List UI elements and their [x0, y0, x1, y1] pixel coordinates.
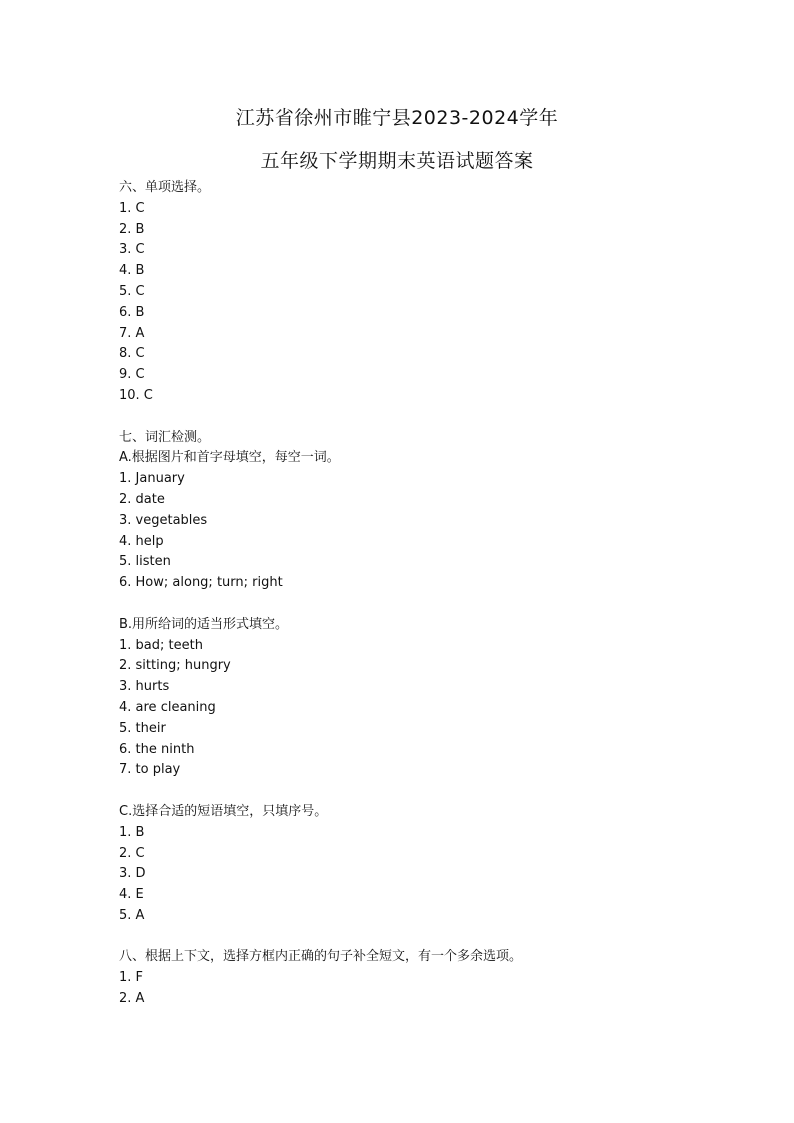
spacer: [119, 594, 679, 615]
spacer: [119, 927, 679, 948]
document-title-line-1: 江苏省徐州市睢宁县2023-2024学年: [235, 107, 559, 129]
answer-line: 4. E: [119, 887, 144, 903]
answer-line: 2. sitting; hungry: [119, 658, 231, 674]
answer-line: 5. their: [119, 720, 166, 736]
answer-line: 6. How; along; turn; right: [119, 575, 283, 591]
answer-line: 2. A: [119, 991, 145, 1007]
answer-line: 2. date: [119, 491, 165, 507]
answer-line: 4. B: [119, 263, 145, 279]
answer-line: 9. C: [119, 367, 145, 383]
answer-line: 2. B: [119, 221, 145, 237]
answer-line: 4. help: [119, 533, 164, 549]
answer-line: 1. January: [119, 471, 185, 487]
answer-line: 10. C: [119, 387, 153, 403]
answer-line: 4. are cleaning: [119, 699, 216, 715]
section-8-heading: 八、根据上下文，选择方框内正确的句子补全短文，有一个多余选项。: [119, 949, 523, 965]
section-6-heading: 六、单项选择。: [119, 180, 211, 195]
spacer: [119, 781, 679, 802]
part-b-heading: B.用所给词的适当形式填空。: [119, 616, 289, 632]
spacer: [119, 407, 679, 428]
answer-line: 5. listen: [119, 554, 171, 570]
answer-body: [119, 178, 679, 1010]
answer-line: 3. vegetables: [119, 512, 208, 528]
answer-line: 3. C: [119, 242, 145, 258]
document-title-line-2: 五年级下学期期末英语试题答案: [260, 150, 534, 172]
answer-line: 3. hurts: [119, 679, 170, 695]
answer-line: 1. B: [119, 824, 145, 840]
section-7-heading: 七、词汇检测。: [119, 429, 211, 445]
answer-line: 5. C: [119, 283, 145, 299]
answer-line: 6. B: [119, 304, 145, 320]
part-a-heading: A.根据图片和首字母填空，每空一词。: [119, 450, 340, 466]
answer-line: 2. C: [119, 845, 145, 861]
answer-line: 1. C: [119, 200, 145, 216]
answer-line: 1. F: [119, 970, 144, 986]
answer-line: 8. C: [119, 346, 145, 362]
part-c-heading: C.选择合适的短语填空，只填序号。: [119, 803, 328, 819]
answer-line: 5. A: [119, 907, 145, 923]
answer-line: 7. A: [119, 325, 145, 341]
answer-line: 3. D: [119, 866, 146, 882]
answer-line: 6. the ninth: [119, 741, 195, 757]
answer-line: 1. bad; teeth: [119, 637, 203, 653]
answer-line: 7. to play: [119, 762, 181, 778]
